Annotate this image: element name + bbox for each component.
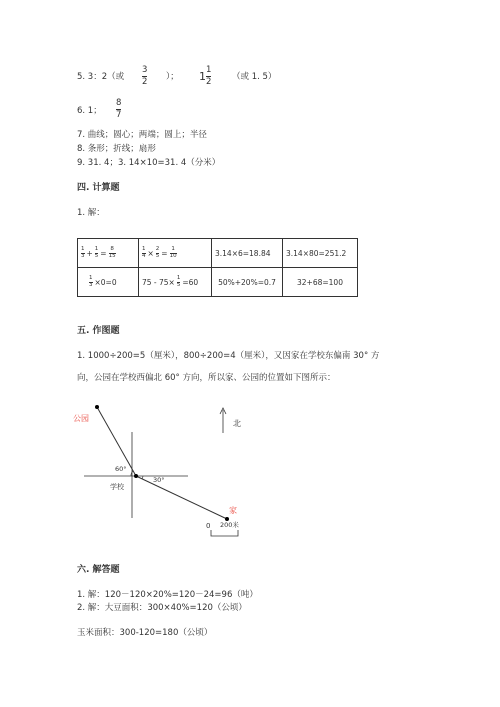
answer-6-prefix: 6. 1； [77, 106, 102, 116]
line-to-home [136, 476, 227, 519]
table-cell: 75 - 75× 1 5 =60 [139, 268, 212, 297]
table-cell: 3.14×80=251.2 [283, 239, 358, 268]
table-cell: 1 4 × 2 5 = 1 10 [139, 239, 212, 268]
home-label: 家 [229, 506, 237, 515]
table-row [78, 268, 358, 297]
answer-7: 7. 曲线；圆心；两端；圆上；半径 [77, 130, 207, 140]
answer-5-fraction-1: 3 2 [142, 65, 148, 87]
park-label: 公园 [73, 414, 89, 423]
section-4-item-1: 1. 解： [77, 208, 105, 218]
answer-5-mixed-whole: 1 [199, 70, 206, 83]
section-5-line-2: 向，公园在学校西偏北 60° 方向，所以家、公园的位置如下图所示： [77, 373, 336, 383]
section-4-title: 四. 计算题 [77, 183, 120, 193]
section-6-line-1: 1. 解：120－120×20%=120－24=96（吨） [77, 590, 258, 600]
school-point [134, 474, 138, 478]
section-6-line-3: 玉米面积：300-120=180（公顷） [77, 628, 213, 638]
answer-5-mid: ）； [166, 72, 179, 82]
table-cell: 1 3 ×0=0 [78, 268, 139, 297]
answer-5-fraction-2: 1 2 [206, 65, 212, 87]
school-label: 学校 [110, 483, 124, 491]
table-cell: 3.14×6=18.84 [212, 239, 283, 268]
angle-30-label: 30° [153, 476, 165, 484]
park-point [95, 405, 99, 409]
answer-5-suffix: （或 1. 5） [232, 72, 277, 82]
table-cell: 32+68=100 [283, 268, 358, 297]
scale-bar [211, 530, 238, 536]
answer-9: 9. 31. 4；3. 14×10=31. 4（分米） [77, 158, 221, 168]
calculation-table [77, 238, 358, 297]
north-label: 北 [233, 419, 241, 428]
direction-diagram [70, 400, 260, 545]
table-cell: 50%+20%=0.7 [212, 268, 283, 297]
scale-zero: 0 [206, 522, 211, 530]
section-6-title: 六. 解答题 [77, 565, 120, 575]
table-cell: 1 3 + 1 5 = 8 15 [78, 239, 139, 268]
answer-5-prefix: 5. 3：2（或 [77, 72, 125, 82]
section-5-line-1: 1. 1000÷200=5（厘米），800÷200=4（厘米），又因家在学校东偏南 30° 方 [77, 351, 380, 361]
table-row [78, 239, 358, 268]
scale-label: 200米 [220, 521, 239, 529]
section-5-title: 五. 作图题 [77, 326, 120, 336]
answer-8: 8. 条形；折线；扇形 [77, 144, 156, 154]
section-6-line-2: 2. 解：大豆面积：300×40%=120（公顷） [77, 603, 247, 613]
angle-60-label: 60° [115, 465, 127, 473]
answer-6-fraction: 8 7 [116, 98, 122, 120]
angle-arc-30 [142, 476, 143, 479]
